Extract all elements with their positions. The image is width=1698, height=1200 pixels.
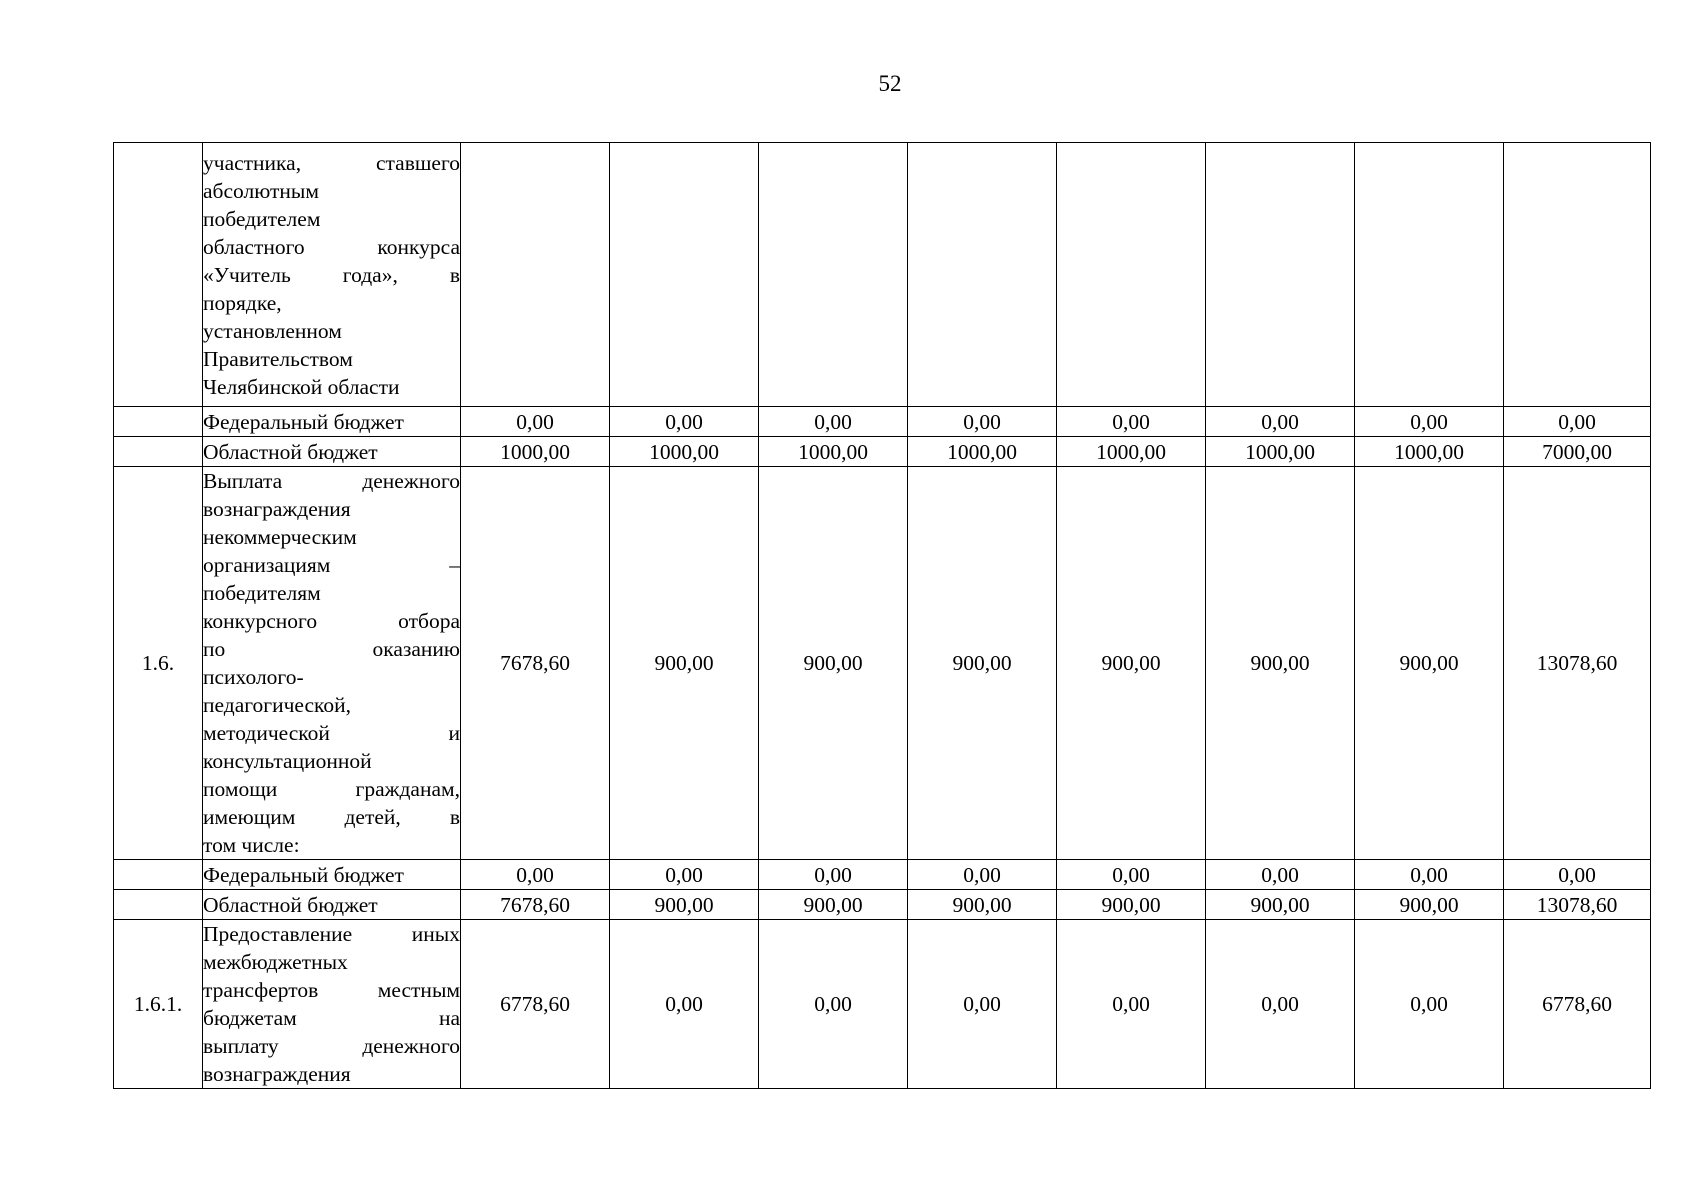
page-number: 52 <box>878 71 902 96</box>
year-value-cell: 900,00 <box>610 890 759 920</box>
description-line: Правительством <box>203 346 353 371</box>
description-line: победителям <box>203 581 321 605</box>
year-value-cell <box>1057 143 1206 407</box>
description-line: установленном <box>203 318 342 343</box>
description-line: Предоставление иных <box>203 922 460 946</box>
year-value-cell: 0,00 <box>759 860 908 890</box>
item-number <box>114 143 203 407</box>
year-value-cell: 900,00 <box>1057 890 1206 920</box>
table-body <box>114 143 1651 1089</box>
year-value-cell <box>1206 143 1355 407</box>
year-value-cell: 1000,00 <box>1206 437 1355 467</box>
year-value-cell: 0,00 <box>759 920 908 1089</box>
description-line: областного конкурса <box>203 234 460 259</box>
year-value-cell: 900,00 <box>759 467 908 860</box>
table-row <box>114 890 1651 920</box>
description-line: выплату денежного <box>203 1034 460 1058</box>
year-value-cell: 7678,60 <box>461 890 610 920</box>
table-row <box>114 467 1651 860</box>
table-row <box>114 920 1651 1089</box>
year-value-cell: 900,00 <box>1206 467 1355 860</box>
item-number: 1.6. <box>114 467 203 860</box>
year-value-cell <box>1355 143 1504 407</box>
description-line: «Учитель года», в <box>203 262 460 287</box>
year-value-cell: 0,00 <box>1355 407 1504 437</box>
year-value-cell: 900,00 <box>1057 467 1206 860</box>
total-value-cell <box>1504 143 1651 407</box>
year-value-cell: 900,00 <box>610 467 759 860</box>
description-line: консультационной <box>203 749 372 773</box>
item-description: Областной бюджет <box>203 890 461 920</box>
year-value-cell <box>908 143 1057 407</box>
item-description: Федеральный бюджет <box>203 860 461 890</box>
year-value-cell: 0,00 <box>1355 860 1504 890</box>
description-line: вознаграждения <box>203 1062 351 1086</box>
item-number <box>114 437 203 467</box>
item-description: Областной бюджет <box>203 437 461 467</box>
description-line: педагогической, <box>203 693 352 717</box>
year-value-cell: 900,00 <box>1206 890 1355 920</box>
year-value-cell: 0,00 <box>908 920 1057 1089</box>
description-line: трансфертов местным <box>203 978 460 1002</box>
item-description <box>203 143 461 407</box>
description-line: победителем <box>203 206 321 231</box>
description-line: бюджетам на <box>203 1006 460 1030</box>
year-value-cell: 900,00 <box>1355 890 1504 920</box>
total-value-cell: 13078,60 <box>1504 467 1651 860</box>
table-row <box>114 860 1651 890</box>
year-value-cell: 0,00 <box>461 407 610 437</box>
table-row <box>114 143 1651 407</box>
item-number <box>114 407 203 437</box>
description-line: порядке, <box>203 290 282 315</box>
item-description <box>203 467 461 860</box>
description-line: Челябинской области <box>203 374 400 399</box>
description-line: Выплата денежного <box>203 469 460 493</box>
item-number: 1.6.1. <box>114 920 203 1089</box>
year-value-cell: 1000,00 <box>759 437 908 467</box>
year-value-cell: 0,00 <box>1057 860 1206 890</box>
year-value-cell: 0,00 <box>1206 407 1355 437</box>
year-value-cell: 0,00 <box>610 920 759 1089</box>
year-value-cell: 0,00 <box>1057 407 1206 437</box>
year-value-cell: 900,00 <box>759 890 908 920</box>
item-description: Федеральный бюджет <box>203 407 461 437</box>
description-line: имеющим детей, в <box>203 805 460 829</box>
description-line: методической и <box>203 721 460 745</box>
description-line: психолого- <box>203 665 304 689</box>
year-value-cell: 1000,00 <box>1057 437 1206 467</box>
year-value-cell: 1000,00 <box>908 437 1057 467</box>
year-value-cell: 1000,00 <box>610 437 759 467</box>
item-description <box>203 920 461 1089</box>
description-line: некоммерческим <box>203 525 357 549</box>
description-line: участника, ставшего <box>203 150 460 175</box>
year-value-cell: 900,00 <box>908 467 1057 860</box>
table-row <box>114 407 1651 437</box>
description-line: организациям – <box>203 553 460 577</box>
year-value-cell: 0,00 <box>1206 920 1355 1089</box>
description-line: абсолютным <box>203 178 319 203</box>
year-value-cell: 0,00 <box>759 407 908 437</box>
year-value-cell: 0,00 <box>610 860 759 890</box>
table-row <box>114 437 1651 467</box>
total-value-cell: 6778,60 <box>1504 920 1651 1089</box>
total-value-cell: 7000,00 <box>1504 437 1651 467</box>
description-line: по оказанию <box>203 637 460 661</box>
total-value-cell: 0,00 <box>1504 407 1651 437</box>
year-value-cell: 0,00 <box>908 407 1057 437</box>
total-value-cell: 0,00 <box>1504 860 1651 890</box>
year-value-cell: 6778,60 <box>461 920 610 1089</box>
description-line: вознаграждения <box>203 497 351 521</box>
description-line: помощи гражданам, <box>203 777 460 801</box>
year-value-cell <box>461 143 610 407</box>
year-value-cell: 900,00 <box>1355 467 1504 860</box>
year-value-cell: 0,00 <box>461 860 610 890</box>
budget-table <box>113 142 1651 1089</box>
year-value-cell: 0,00 <box>1057 920 1206 1089</box>
year-value-cell: 0,00 <box>908 860 1057 890</box>
year-value-cell: 0,00 <box>1355 920 1504 1089</box>
year-value-cell: 1000,00 <box>1355 437 1504 467</box>
description-line: конкурсного отбора <box>203 609 460 633</box>
year-value-cell: 0,00 <box>610 407 759 437</box>
year-value-cell: 900,00 <box>908 890 1057 920</box>
item-number <box>114 860 203 890</box>
year-value-cell <box>759 143 908 407</box>
item-number <box>114 890 203 920</box>
year-value-cell: 0,00 <box>1206 860 1355 890</box>
total-value-cell: 13078,60 <box>1504 890 1651 920</box>
description-line: том числе: <box>203 833 300 857</box>
year-value-cell: 1000,00 <box>461 437 610 467</box>
year-value-cell: 7678,60 <box>461 467 610 860</box>
description-line: межбюджетных <box>203 950 348 974</box>
year-value-cell <box>610 143 759 407</box>
